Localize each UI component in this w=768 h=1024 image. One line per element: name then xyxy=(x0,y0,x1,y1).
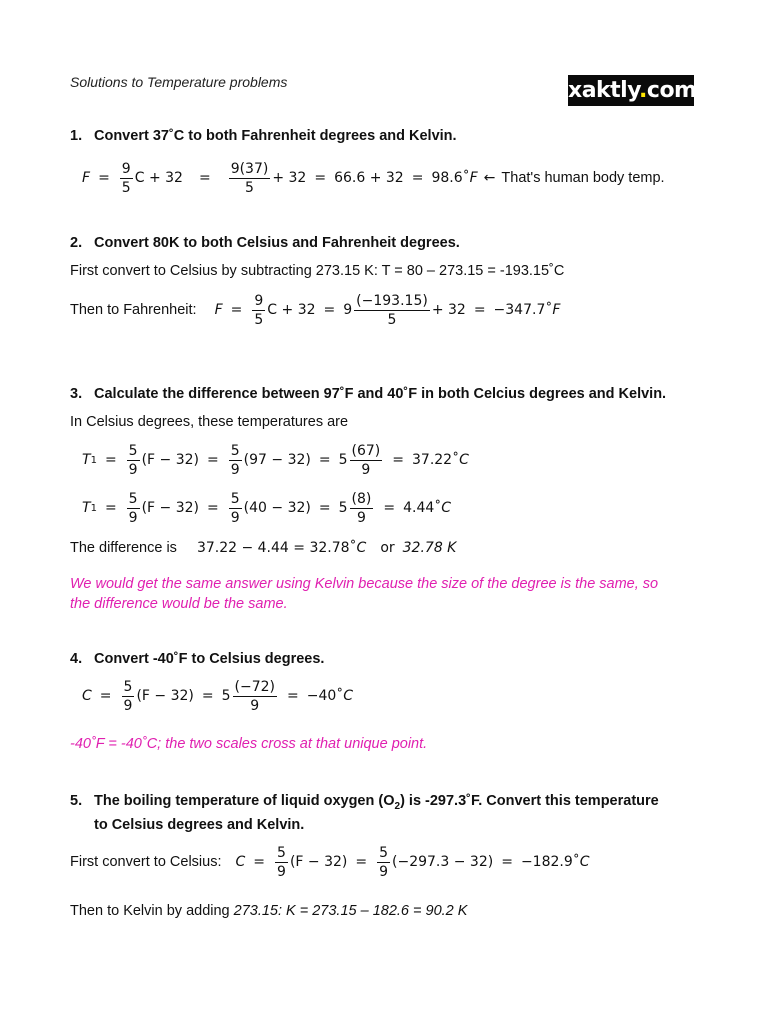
question-5-equation: First convert to Celsius: C = $\frac{5}{9}$ (F − 32) = $\frac{5}{9}$ (−297.3 − 32) = −182.9˚ C xyxy=(70,844,590,880)
fraction: $\frac{9}{5}$ xyxy=(121,160,131,196)
question-3-intro: In Celsius degrees, these temperatures are xyxy=(70,414,349,430)
xaktly-logo: xaktly.com xyxy=(568,75,694,106)
question-1-heading: 1. Convert 37˚C to both Fahrenheit degrees and Kelvin. xyxy=(70,128,457,144)
question-3-note-line-2: the difference would be the same. xyxy=(70,596,288,612)
question-5-heading-line-2: to Celsius degrees and Kelvin. xyxy=(94,817,305,833)
question-1-equation: F = $\frac{9}{5}$ C + 32 = $\frac{9(37)}{5}$ + 32 = 66.6 + 32 = 98.6˚ F ← That's human body temp. xyxy=(82,160,665,196)
question-3-heading: 3. Calculate the difference between 97˚F and 40˚F in both Celcius degrees and Kelvin. xyxy=(70,386,667,402)
page-title: Solutions to Temperature problems xyxy=(70,74,288,90)
fraction: $\frac{(67)}{9}$ xyxy=(351,442,381,478)
fraction: $\frac{(-193.15)}{5}$ xyxy=(356,292,428,328)
fraction: $\frac{9}{5}$ xyxy=(254,292,264,328)
question-3-note-line-1: We would get the same answer using Kelvin because the size of the degree is the same, so xyxy=(70,576,659,592)
fraction: $\frac{5}{9}$ xyxy=(277,844,286,880)
question-5-heading: 5. The boiling temperature of liquid oxygen $(O_2)$ is -297.3˚F. Convert this temperature xyxy=(70,793,659,812)
question-5-kelvin-line: Then to Kelvin by adding 273.15: K = 273.15 – 182.6 = 90.2 K xyxy=(70,903,468,919)
fraction: $\frac{5}{9}$ xyxy=(128,490,138,526)
fraction: $\frac{5}{9}$ xyxy=(379,844,389,880)
question-2-heading: 2. Convert 80K to both Celsius and Fahrenheit degrees. xyxy=(70,235,460,251)
question-4-heading: 4. Convert -40˚F to Celsius degrees. xyxy=(70,651,325,667)
question-3-equation-row-1: T 1 = $\frac{5}{9}$ (F − 32) = $\frac{5}{9}$ (97 − 32) = 5 $\frac{(67)}{9}$ = 37.22˚ C xyxy=(82,442,469,478)
fraction: $\frac{5}{9}$ xyxy=(123,678,133,714)
fraction: $\frac{5}{9}$ xyxy=(128,442,138,478)
question-3-difference: The difference is 37.22 − 4.44 = 32.78˚ C or 32.78 K xyxy=(70,540,457,556)
question-3-equation-row-2: T 1 = $\frac{5}{9}$ (F − 32) = $\frac{5}{9}$ (40 − 32) = 5 $\frac{(8)}{9}$ = 4.44˚ C xyxy=(82,490,452,526)
question-4-note: -40˚F = -40˚C; the two scales cross at that unique point. xyxy=(70,736,428,752)
fraction: $\frac{5}{9}$ xyxy=(230,490,240,526)
fraction: $\frac{(-72)}{9}$ xyxy=(234,678,275,714)
fraction: $\frac{(8)}{9}$ xyxy=(351,490,372,526)
question-2-equation: Then to Fahrenheit: F = $\frac{9}{5}$ C + 32 = 9 $\frac{(-193.15)}{5}$ + 32 = −347.7˚ F xyxy=(70,292,561,328)
question-4-equation: C = $\frac{5}{9}$ (F − 32) = 5 $\frac{(-72)}{9}$ = −40˚ C xyxy=(82,678,354,714)
question-2-line-1: First convert to Celsius by subtracting 273.15 K: T = 80 – 273.15 = -193.15˚C xyxy=(70,263,565,279)
left-arrow-icon: ← xyxy=(483,170,496,186)
fraction: $\frac{9(37)}{5}$ xyxy=(230,160,269,196)
fraction: $\frac{5}{9}$ xyxy=(230,442,240,478)
